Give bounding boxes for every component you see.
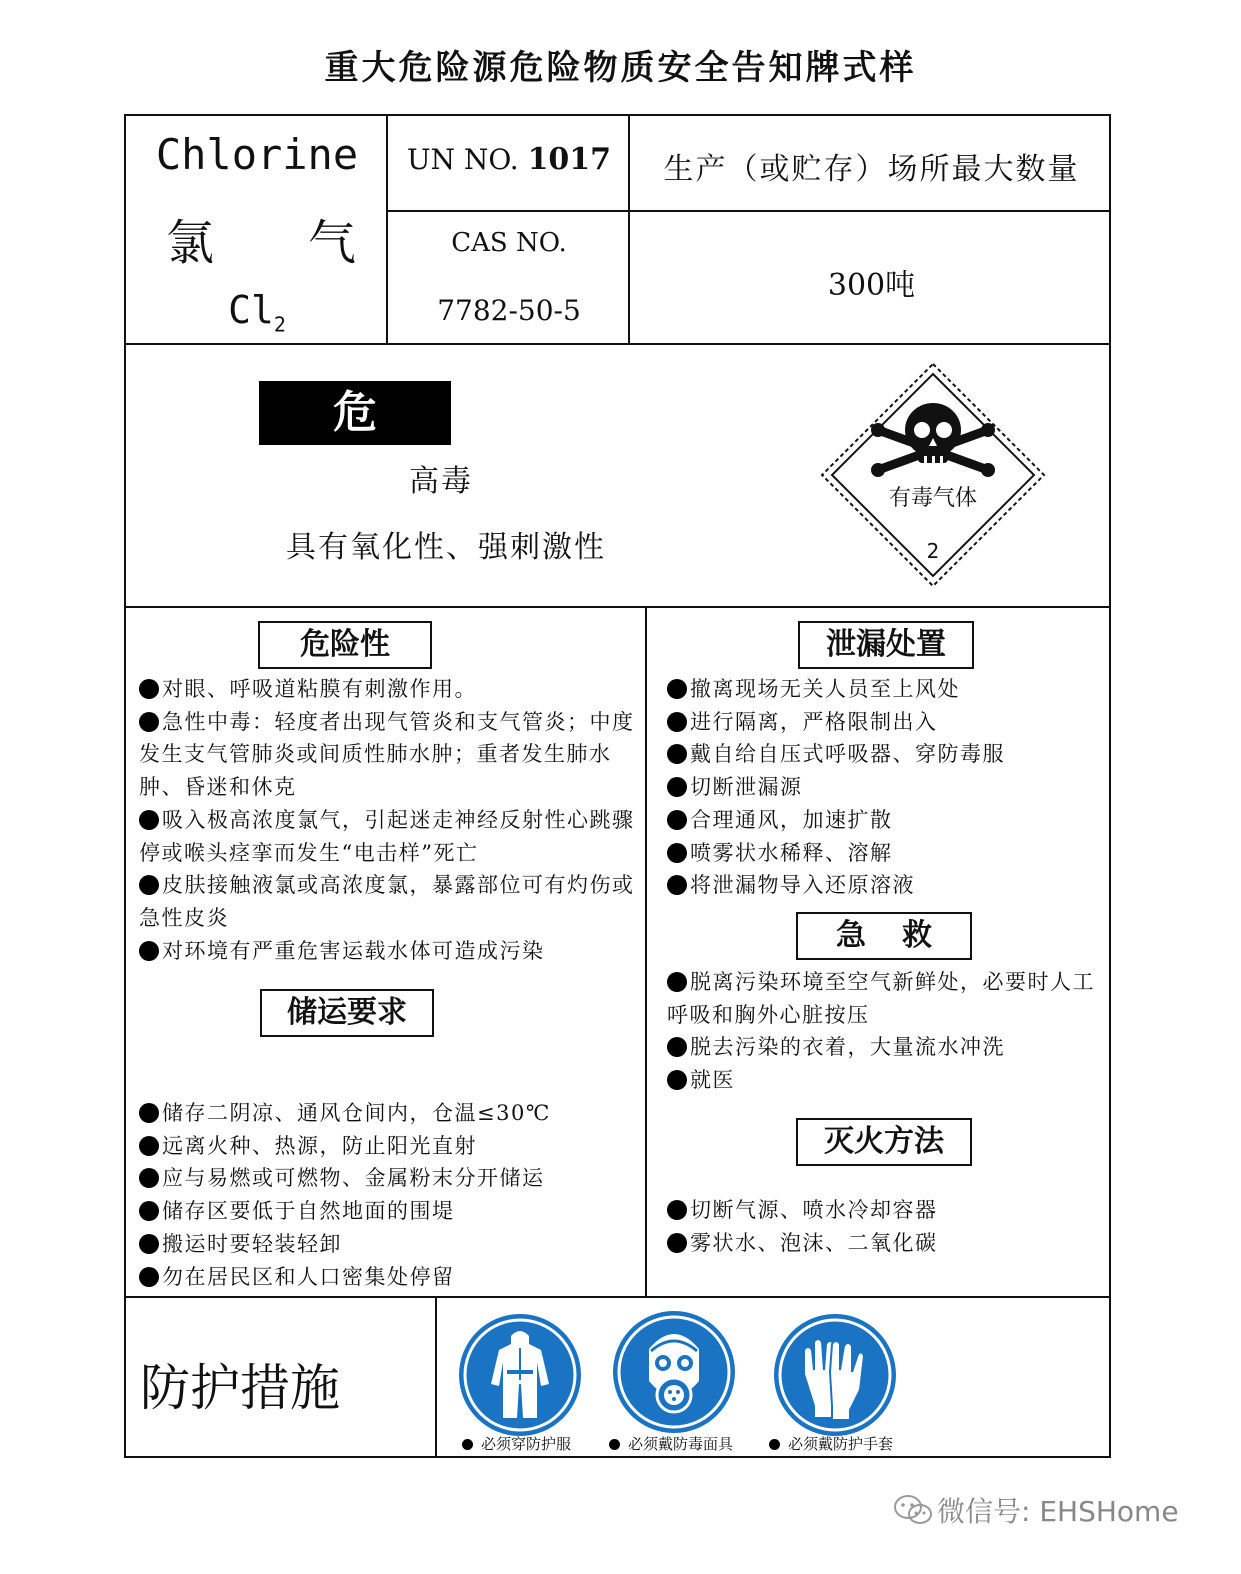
list-item — [139, 1261, 644, 1294]
bullet-icon — [667, 875, 687, 895]
list-item-text: 就医 — [690, 1068, 735, 1093]
first-aid-heading: 急救 — [796, 912, 972, 960]
hazards-heading: 危险性 — [258, 621, 432, 669]
hazard-line-2: 具有氧化性、强刺激性 — [286, 530, 606, 565]
list-item — [139, 804, 644, 869]
bullet-icon — [139, 679, 159, 699]
list-item-text: 将泄漏物导入还原溶液 — [690, 873, 915, 898]
list-item — [139, 869, 644, 934]
list-item-text: 合理通风，加速扩散 — [690, 807, 893, 832]
bullet-icon — [139, 1168, 159, 1188]
list-item-text: 搬运时要轻装轻卸 — [162, 1231, 342, 1256]
divider — [645, 607, 647, 1297]
leak-handling-heading: 泄漏处置 — [798, 621, 974, 669]
list-item-text: 勿在居民区和人口密集处停留 — [162, 1264, 455, 1289]
caption-text: 必须戴防护手套 — [788, 1435, 894, 1453]
sign-caption-gloves — [769, 1433, 893, 1454]
list-item-text: 喷雾状水稀释、溶解 — [690, 840, 893, 865]
list-item-text: 切断泄漏源 — [690, 775, 803, 800]
protective-suit-sign — [459, 1314, 581, 1436]
formula-subscript: 2 — [273, 312, 286, 337]
list-item-text: 切断气源、喷水冷却容器 — [690, 1198, 938, 1222]
caption-text: 必须戴防毒面具 — [628, 1435, 734, 1453]
bullet-icon — [667, 744, 687, 764]
substance-name-en: Chlorine — [155, 130, 359, 179]
list-item — [667, 1031, 1111, 1064]
list-item-text: 进行隔离，严格限制出入 — [690, 709, 938, 734]
list-item — [667, 804, 1111, 837]
firefighting-heading: 灭火方法 — [796, 1118, 972, 1166]
un-number — [388, 142, 630, 177]
cas-label: CAS NO. — [451, 228, 567, 258]
list-item-text: 对眼、呼吸道粘膜有刺激作用。 — [162, 677, 477, 701]
list-item — [139, 1195, 644, 1228]
substance-name-cn — [166, 204, 356, 273]
substance-name-cn-char-1: 氯 — [166, 215, 215, 271]
protective-gloves-sign — [774, 1314, 896, 1436]
list-item-text: 脱离污染环境至空气新鲜处，必要时人工呼吸和胸外心脏按压 — [667, 970, 1095, 1027]
first-aid-list — [667, 966, 1111, 1097]
storage-heading: 储运要求 — [260, 989, 434, 1037]
list-item — [667, 673, 1111, 706]
hazards-list — [139, 673, 644, 967]
protection-heading: 防护措施 — [140, 1359, 340, 1417]
formula-main: Cl — [228, 288, 274, 332]
max-quantity-value: 300吨 — [827, 268, 916, 303]
list-item — [667, 771, 1111, 804]
list-item — [667, 966, 1111, 1031]
gas-mask-sign — [613, 1311, 735, 1433]
bullet-icon — [139, 1234, 159, 1254]
hazard-line-1: 高毒 — [409, 464, 473, 499]
bullet-icon — [667, 810, 687, 830]
bullet-icon — [667, 1037, 687, 1057]
wechat-icon — [893, 1494, 933, 1526]
list-item-text: 戴自给自压式呼吸器、穿防毒服 — [690, 742, 1005, 767]
watermark — [893, 1490, 1179, 1530]
list-item-text: 吸入极高浓度氯气，引起迷走神经反射性心跳骤停或喉头痉挛而发生“电击样”死亡 — [139, 807, 635, 865]
max-quantity-label: 生产（或贮存）场所最大数量 — [663, 152, 1080, 187]
caption-text: 必须穿防护服 — [481, 1435, 572, 1453]
list-item — [667, 738, 1111, 771]
list-item-text: 储存二阴凉、通风仓间内，仓温≤30℃ — [162, 1101, 551, 1125]
list-item — [667, 837, 1111, 870]
divider — [126, 1296, 1111, 1298]
list-item-text: 储存区要低于自然地面的围堤 — [162, 1199, 455, 1224]
list-item — [667, 706, 1111, 739]
bullet-icon — [667, 1233, 687, 1253]
bullet-icon — [139, 1267, 159, 1287]
list-item — [139, 935, 644, 968]
sign-caption-suit — [462, 1433, 571, 1454]
danger-signal-word: 危险 — [259, 381, 451, 445]
list-item-text: 对环境有严重危害运载水体可造成污染 — [162, 938, 545, 963]
bullet-icon — [139, 941, 159, 961]
page-title: 重大危险源危险物质安全告知牌式样 — [324, 48, 917, 88]
list-item-text: 雾状水、泡沫、二氧化碳 — [690, 1230, 938, 1255]
chemical-formula — [126, 288, 388, 337]
list-item-text: 远离火种、热源，防止阳光直射 — [162, 1133, 477, 1158]
firefighting-list — [667, 1194, 1111, 1259]
leak-handling-list — [667, 673, 1111, 902]
list-item-text: 皮肤接触液氯或高浓度氯，暴露部位可有灼伤或急性皮炎 — [139, 873, 635, 930]
gas-mask-icon — [613, 1311, 735, 1433]
bullet-icon — [667, 1200, 687, 1220]
safety-notice-board — [124, 114, 1111, 1458]
list-item-text: 撤离现场无关人员至上风处 — [690, 677, 960, 701]
list-item — [667, 1064, 1111, 1097]
cas-value: 7782-50-5 — [437, 294, 581, 327]
bullet-icon — [667, 712, 687, 732]
bullet-icon — [139, 1103, 159, 1123]
bullet-icon — [139, 875, 159, 895]
list-item-text: 脱去污染的衣着，大量流水冲洗 — [690, 1035, 1005, 1060]
substance-name-cn-char-2: 气 — [307, 215, 356, 271]
storage-list — [139, 1097, 644, 1293]
list-item — [667, 1194, 1111, 1227]
pictogram-class: 2 — [926, 539, 940, 563]
list-item — [139, 1162, 644, 1195]
pictogram-label: 有毒气体 — [888, 486, 978, 511]
bullet-icon — [667, 972, 687, 992]
list-item — [139, 673, 644, 706]
list-item — [139, 1130, 644, 1163]
un-value: 1017 — [527, 142, 612, 177]
bullet-icon — [139, 1201, 159, 1221]
list-item — [139, 706, 644, 804]
divider — [388, 210, 1111, 212]
bullet-icon — [667, 843, 687, 863]
bullet-icon — [139, 810, 159, 830]
list-item — [667, 869, 1111, 902]
un-label: UN NO. — [406, 143, 519, 176]
divider — [126, 606, 1111, 608]
protective-gloves-icon — [774, 1314, 896, 1436]
list-item — [139, 1228, 644, 1261]
list-item-text: 应与易燃或可燃物、金属粉末分开储运 — [162, 1166, 545, 1191]
bullet-icon — [139, 712, 159, 732]
sign-caption-mask — [609, 1433, 733, 1454]
protective-suit-icon — [459, 1314, 581, 1436]
bullet-icon — [667, 1070, 687, 1090]
divider — [435, 1297, 437, 1458]
bullet-icon — [667, 777, 687, 797]
bullet-icon — [139, 1136, 159, 1156]
list-item — [667, 1227, 1111, 1260]
toxic-gas-pictogram — [818, 360, 1048, 590]
divider — [126, 343, 1111, 345]
list-item-text: 急性中毒：轻度者出现气管炎和支气管炎；中度发生支气管肺炎或间质性肺水肿；重者发生肺水肿、昏迷和休克 — [139, 709, 635, 800]
list-item — [139, 1097, 644, 1130]
watermark-text: 微信号: EHSHome — [937, 1495, 1179, 1528]
bullet-icon — [667, 679, 687, 699]
